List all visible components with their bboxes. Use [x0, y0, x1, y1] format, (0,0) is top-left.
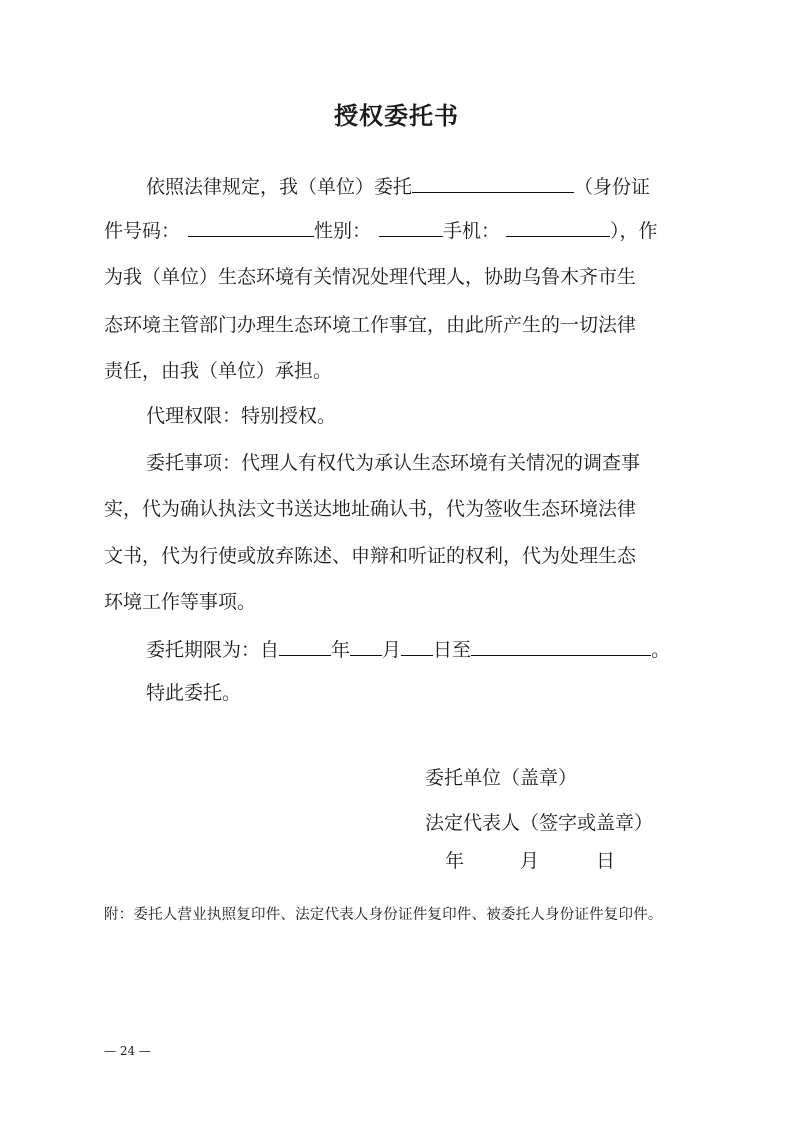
paragraph-1-line-3: 为我（单位）生态环境有关情况处理代理人，协助乌鲁木齐市生 — [104, 266, 637, 288]
paragraph-3-line-3: 文书，代为行使或放弃陈述、申辩和听证的权利，代为处理生态 — [104, 545, 637, 567]
paragraph-1-line-2 — [104, 214, 689, 246]
paragraph-1-line-4: 态环境主管部门办理生态环境工作事宜，由此所产生的一切法律 — [104, 314, 637, 336]
text: 月 — [382, 639, 402, 661]
text: 件号码： — [104, 220, 181, 242]
text: 委托期限为：自 — [146, 639, 280, 661]
id-number-blank[interactable] — [188, 214, 314, 237]
signature-year: 年 — [445, 850, 465, 872]
entrusting-unit-seal: 委托单位（盖章） — [425, 767, 578, 789]
phone-blank[interactable] — [506, 214, 610, 237]
legal-representative-signature: 法定代表人（签字或盖章） — [425, 812, 654, 834]
paragraph-3-line-2: 实，代为确认执法文书送达地址确认书，代为签收生态环境法律 — [104, 498, 637, 520]
text: 。 — [651, 639, 671, 661]
text: 日至 — [433, 639, 472, 661]
text: 手机： — [443, 220, 501, 242]
text: （身份证 — [574, 176, 651, 198]
text: 年 — [331, 639, 351, 661]
end-date-blank[interactable] — [471, 633, 651, 656]
signature-month: 月 — [520, 850, 540, 872]
paragraph-1-line-5: 责任，由我（单位）承担。 — [104, 360, 333, 382]
authority-line: 代理权限：特别授权。 — [146, 405, 337, 427]
text: 性别： — [314, 220, 372, 242]
paragraph-1-line-1 — [104, 170, 689, 202]
entrusted-name-blank[interactable] — [412, 170, 574, 193]
term-line — [104, 633, 689, 665]
paragraph-3-line-1: 委托事项：代理人有权代为承认生态环境有关情况的调查事 — [146, 452, 641, 474]
gender-blank[interactable] — [379, 214, 443, 237]
start-year-blank[interactable] — [279, 633, 331, 656]
text: ），作 — [610, 220, 658, 242]
start-month-blank[interactable] — [350, 633, 382, 656]
paragraph-3-line-4: 环境工作等事项。 — [104, 591, 257, 613]
text: 依照法律规定，我（单位）委托 — [146, 176, 413, 198]
attachment-note: 附：委托人营业执照复印件、法定代表人身份证件复印件、被委托人身份证件复印件。 — [104, 907, 663, 923]
signature-day: 日 — [596, 850, 616, 872]
closing-line: 特此委托。 — [146, 682, 242, 704]
page-number: — 24 — — [104, 1044, 151, 1058]
start-day-blank[interactable] — [401, 633, 433, 656]
document-title: 授权委托书 — [334, 101, 459, 130]
